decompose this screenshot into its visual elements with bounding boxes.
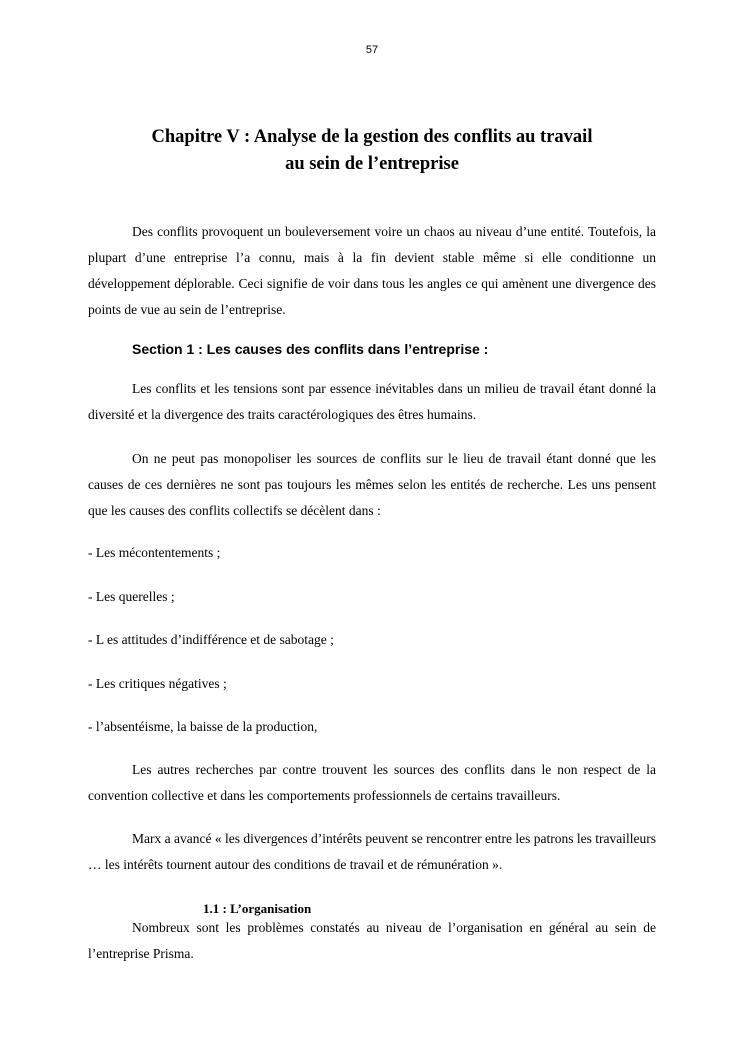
list-item: - Les querelles ; bbox=[88, 589, 175, 604]
subsection-heading: 1.1 : L’organisation bbox=[203, 901, 312, 916]
section-1-paragraph-1: Les conflits et les tensions sont par essence inévitables dans un milieu de travail étant donné la diversité et la divergence des traits caractérologiques des êtres humains. bbox=[88, 381, 656, 422]
intro-paragraph: Des conflits provoquent un bouleversement voire un chaos au niveau d’une entité. Toutefois, la plupart d’une entreprise l’a connu, mais à la fin devient stable même si elle conditionne un développement déplorable. Ceci signifie de voir dans tous les angles ce qui amènent une divergence des points de vue au sein de l’entreprise. bbox=[88, 224, 656, 317]
list-item: - Les mécontentements ; bbox=[88, 545, 221, 560]
list-item: - L es attitudes d’indifférence et de sabotage ; bbox=[88, 632, 334, 647]
chapter-title-line-2: au sein de l’entreprise bbox=[285, 154, 459, 174]
section-1-paragraph-4: Marx a avancé « les divergences d’intérêts peuvent se rencontrer entre les patrons les travailleurs … les intérêts tournent autour des conditions de travail et de rémunération ». bbox=[88, 831, 656, 872]
section-1-paragraph-3: Les autres recherches par contre trouvent les sources des conflits dans le non respect de la convention collective et dans les comportements professionnels de certains travailleurs. bbox=[88, 762, 656, 803]
list-item: - Les critiques négatives ; bbox=[88, 676, 227, 691]
page-number: 57 bbox=[365, 44, 379, 56]
subsection-paragraph: Nombreux sont les problèmes constatés au niveau de l’organisation en général au sein de l’entreprise Prisma. bbox=[88, 920, 656, 961]
chapter-title bbox=[0, 124, 744, 178]
section-1-paragraph-2: On ne peut pas monopoliser les sources de conflits sur le lieu de travail étant donné que les causes de ces dernières ne sont pas toujours les mêmes selon les entités de recherche. Les uns pensent que les causes des conflits collectifs se décèlent dans : bbox=[88, 451, 656, 518]
chapter-title-line-1: Chapitre V : Analyse de la gestion des conflits au travail bbox=[151, 127, 593, 147]
section-1-heading: Section 1 : Les causes des conflits dans l’entreprise : bbox=[132, 341, 489, 357]
list-item: - l’absentéisme, la baisse de la production, bbox=[88, 719, 318, 734]
